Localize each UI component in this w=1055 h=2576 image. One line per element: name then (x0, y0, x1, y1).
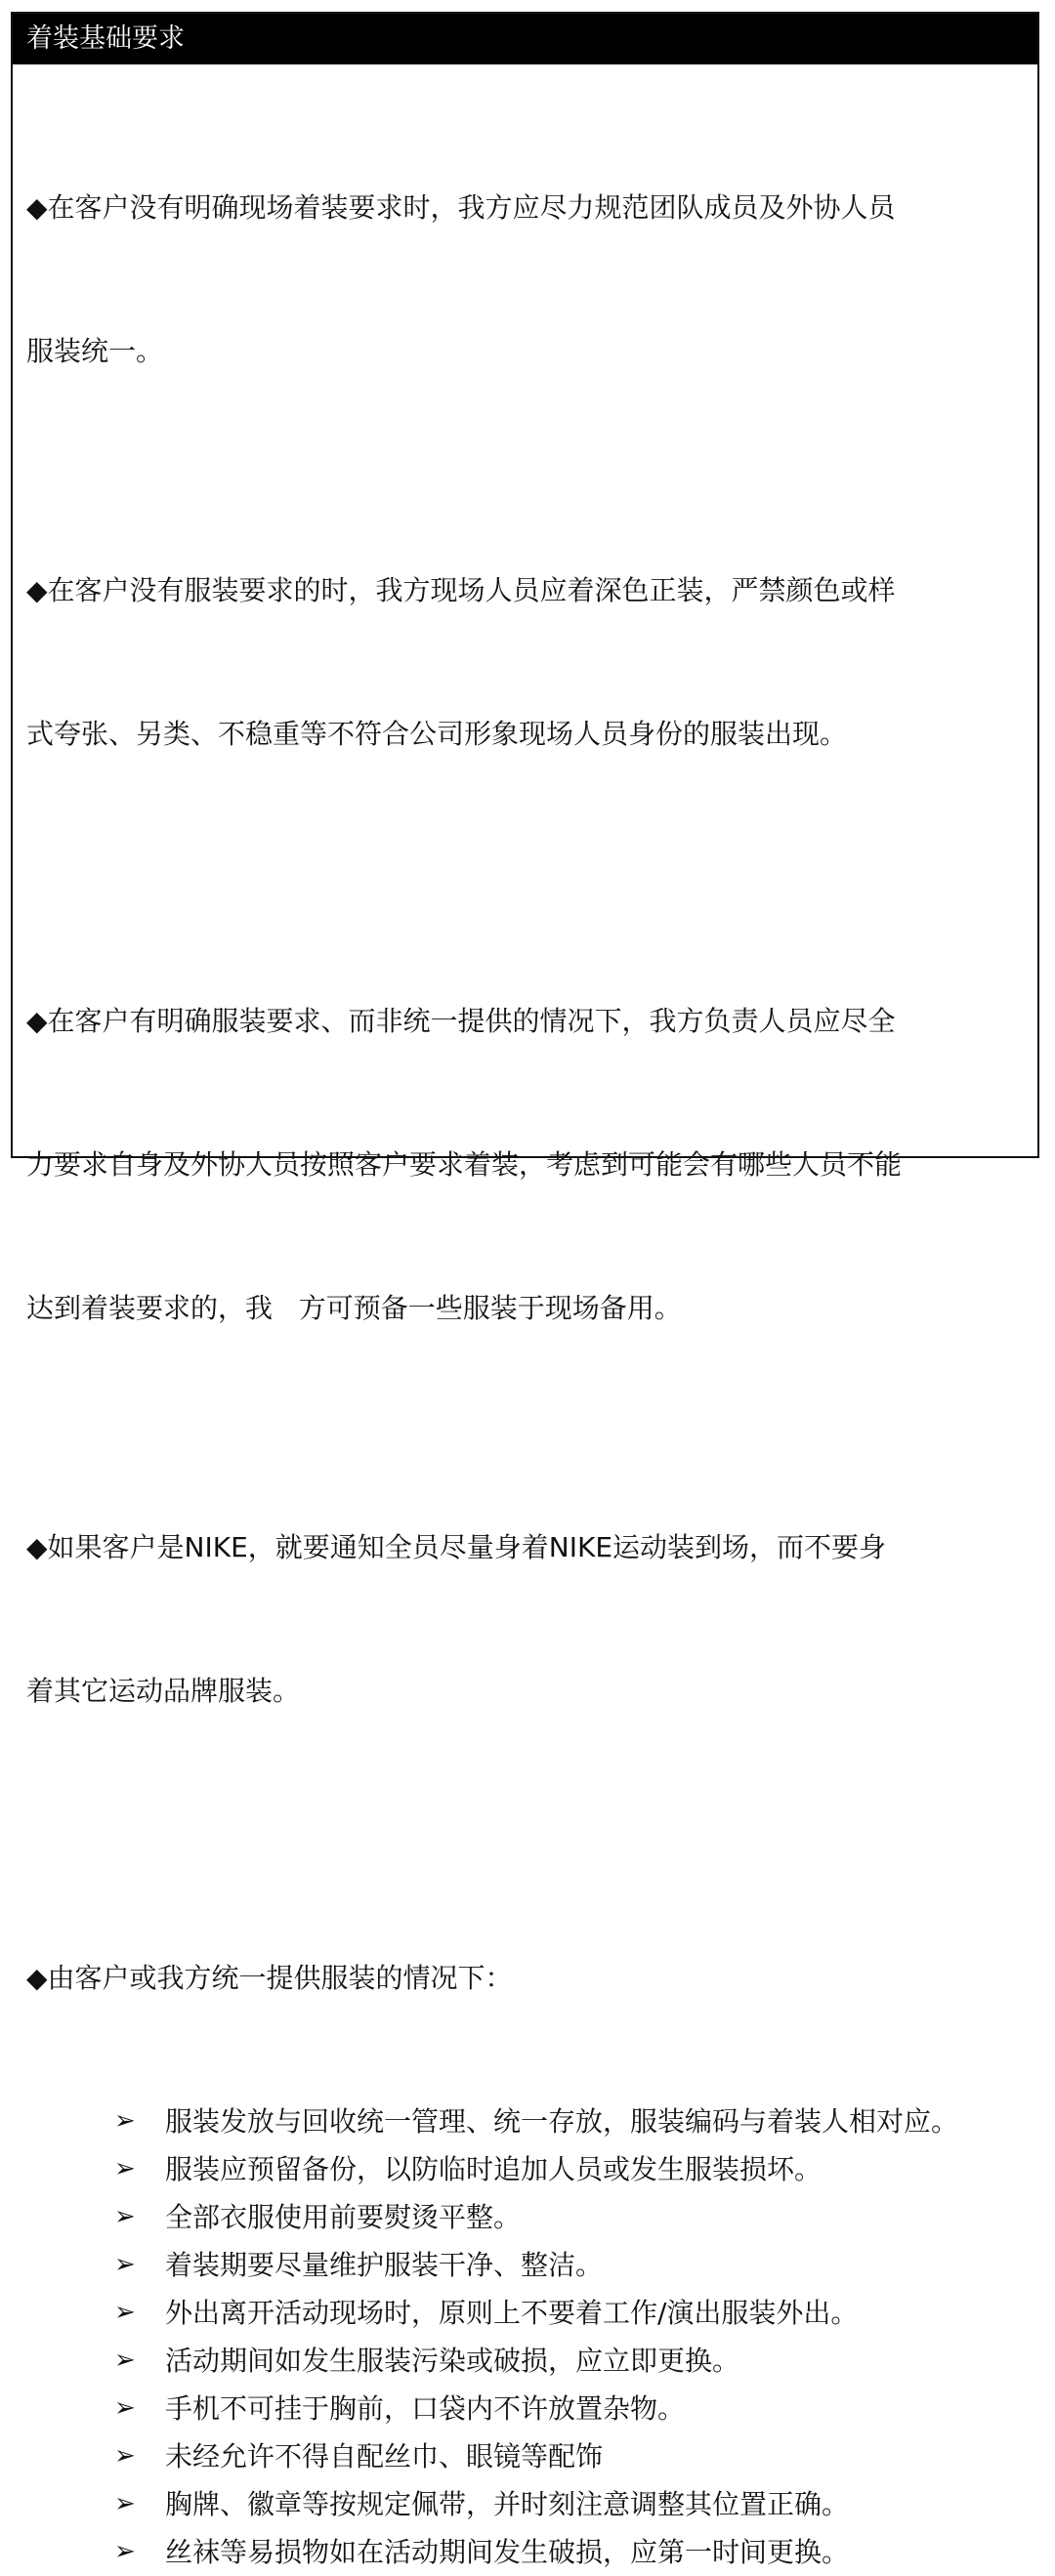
paragraph-line: ◆在客户没有服装要求的时，我方现场人员应着深色正装，严禁颜色或样 (26, 574, 896, 606)
list-item (26, 2193, 1033, 2241)
list-item-text: 外出离开活动现场时，原则上不要着工作/演出服装外出。 (165, 2297, 859, 2329)
list-item-text: 活动期间如发生服装污染或破损，应立即更换。 (165, 2345, 740, 2377)
paragraph-line: 服装统一。 (26, 335, 164, 367)
paragraph-1 (26, 88, 1033, 471)
arrow-bullet-icon: ➢ (114, 2441, 136, 2471)
arrow-bullet-icon: ➢ (114, 2537, 136, 2566)
list-item (26, 2337, 1033, 2385)
arrow-bullet-icon: ➢ (114, 2489, 136, 2518)
paragraph-3 (26, 901, 1033, 1428)
arrow-bullet-icon: ➢ (114, 2346, 136, 2375)
list-item (26, 2385, 1033, 2432)
document-body (26, 88, 1033, 2576)
document-frame (11, 12, 1039, 2568)
paragraph-line: 式夸张、另类、不稳重等不符合公司形象现场人员身份的服装出现。 (26, 718, 848, 750)
arrow-bullet-icon: ➢ (114, 2106, 136, 2136)
list-item-text: 丝袜等易损物如在活动期间发生破损，应第一时间更换。 (165, 2536, 850, 2568)
list-item-text: 全部衣服使用前要熨烫平整。 (165, 2201, 522, 2233)
paragraph-line: 力要求自身及外协人员按照客户要求着装，考虑到可能会有哪些人员不能 (26, 1148, 903, 1181)
list-item (26, 2432, 1033, 2480)
paragraph-line: 达到着装要求的，我 方可预备一些服装于现场备用。 (26, 1292, 682, 1324)
list-item-text: 服装应预留备份，以防临时追加人员或发生服装损坏。 (165, 2153, 823, 2185)
paragraph-line: 着其它运动品牌服装。 (26, 1675, 301, 1707)
paragraph-5 (26, 1858, 1033, 2098)
list-item (26, 2145, 1033, 2193)
arrow-bullet-icon: ➢ (114, 2154, 136, 2183)
paragraph-line: ◆如果客户是NIKE，就要通知全员尽量身着NIKE运动装到场，而不要身 (26, 1531, 887, 1563)
list-item (26, 2528, 1033, 2576)
arrow-bullet-icon: ➢ (114, 2393, 136, 2423)
list-item-text: 服装发放与回收统一管理、统一存放，服装编码与着装人相对应。 (165, 2105, 959, 2138)
arrow-bullet-icon: ➢ (114, 2298, 136, 2327)
list-item (26, 2289, 1033, 2337)
list-item (26, 2241, 1033, 2289)
list-item-text: 未经允许不得自配丝巾、眼镜等配饰 (165, 2440, 604, 2472)
paragraph-line: ◆在客户没有明确现场着装要求时，我方应尽力规范团队成员及外协人员 (26, 191, 896, 224)
section-header (13, 14, 1037, 64)
requirements-list (26, 2098, 1033, 2576)
paragraph-4 (26, 1428, 1033, 1810)
list-item-text: 胸牌、徽章等按规定佩带，并时刻注意调整其位置正确。 (165, 2488, 850, 2520)
blank-line (26, 853, 1033, 901)
list-item (26, 2480, 1033, 2528)
arrow-bullet-icon: ➢ (114, 2202, 136, 2231)
blank-line (26, 1810, 1033, 1858)
arrow-bullet-icon: ➢ (114, 2250, 136, 2279)
paragraph-2 (26, 471, 1033, 853)
section-title: 着装基础要求 (26, 23, 185, 54)
list-item (26, 2098, 1033, 2145)
list-item-text: 手机不可挂于胸前，口袋内不许放置杂物。 (165, 2392, 686, 2425)
paragraph-line: ◆由客户或我方统一提供服装的情况下： (26, 1962, 513, 1994)
paragraph-line: ◆在客户有明确服装要求、而非统一提供的情况下，我方负责人员应尽全 (26, 1005, 896, 1037)
list-item-text: 着装期要尽量维护服装干净、整洁。 (165, 2249, 604, 2281)
